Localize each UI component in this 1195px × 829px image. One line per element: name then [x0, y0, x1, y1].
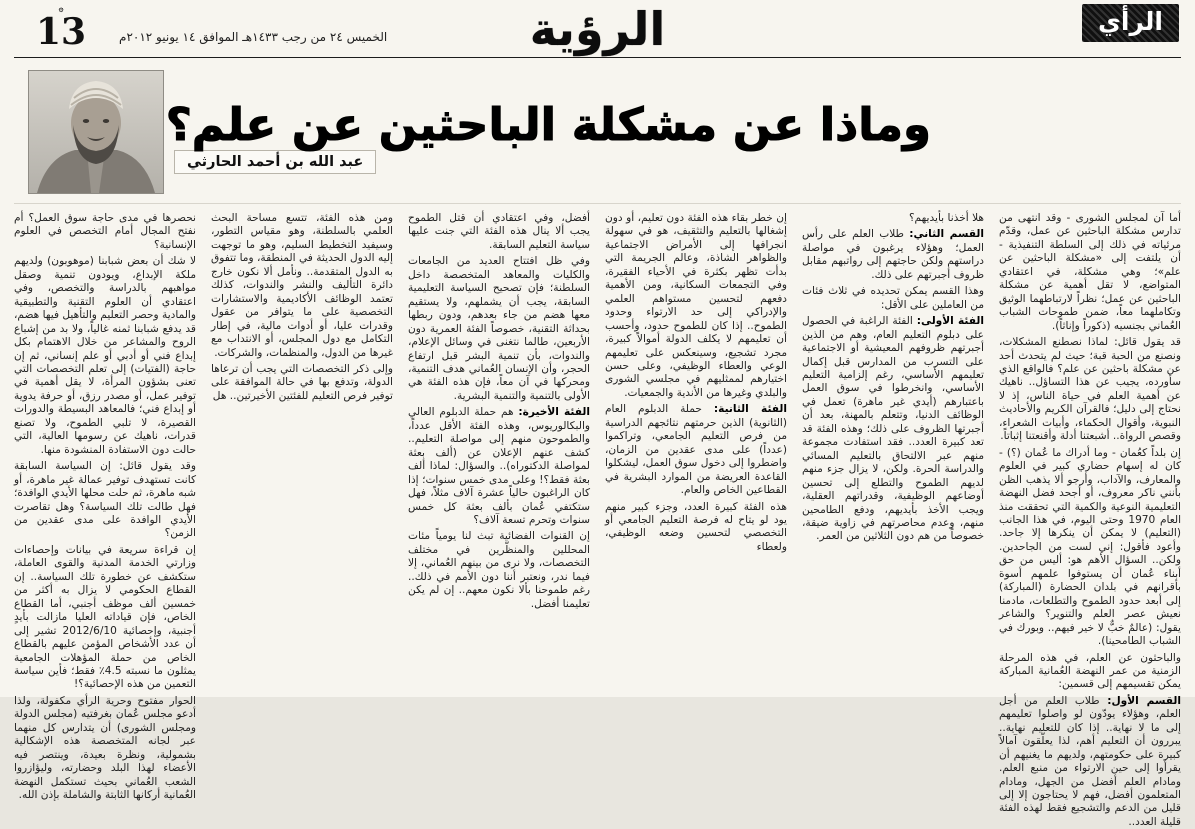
- author-photo: [28, 70, 164, 194]
- date-line: الخميس ٢٤ من رجب ١٤٣٣هـ الموافق ١٤ يونيو ٢٠١٢م: [119, 30, 388, 44]
- article-column-4: [408, 212, 590, 688]
- newspaper-logo: الرؤية: [529, 2, 666, 56]
- article-paragraph: وقد يقول قائل: إن السياسة السابقة كانت تستهدف توفير عمالة غير ماهرة، أو شبه ماهرة، ثم حلت محلها الأيدي الوافدة؛ فهل طالت تلك السياسة؟ وهل تقاصرت الأيدي الوافدة على مدى عقدين من الزمن؟: [14, 460, 196, 540]
- masthead: [14, 0, 1181, 58]
- article-paragraph: والباحثون عن العلم، في هذه المرحلة الزمنية من عمر النهضة العُمانية المباركة يمكن تقسيمهم إلى قسمين:: [999, 651, 1181, 691]
- article-paragraph: ومن هذه الفئة، تتسع مساحة البحث العلمي بالسلطنة، وهو مقياس التطور، وسيفيد التخطيط السليم، وهو ما توجهت إليه الدول الحديثة في المنطقة، وما تتفوق به الدول المتقدمة.. ونأمل ألا نكون خارج دائرة التأليف والنشر والندوات، كذلك تعتمد الوظائف الأكاديمية والاستشارات التخصصية على ما يتوافر من عقول وقدرات عليا، أو أدوات مالية، في إطار التكامل مع دول المجلس، أو الانتداب مع غيرها من الدول، والمنظمات، والشركات.: [211, 212, 393, 359]
- article-paragraph: أفضل، وفي اعتقادي أن قتل الطموح يجب ألا ينال هذه الفئة التي جنت عليها سياسة التعليم السابقة.: [408, 212, 590, 251]
- article-paragraph: إن القنوات الفضائية تبث لنا يومياً مئات المحللين والمنظّرين في مختلف التخصصات، ولا نرى من بينهم العُماني، إلا فيما ندر، ونعتبر أننا دون الأمم في ذلك.. رغم طموحنا بألا نكون معهم.. إن لم يكن تعليمنا أفضل.: [408, 530, 590, 610]
- article-paragraph: وفي ظل افتتاح العديد من الجامعات والكليات والمعاهد المتخصصة داخل السلطنة؛ فإن تصحيح السياسة التعليمية السابقة، يجب أن يشملهم، ولا يستقيم معها هضم من جاء بعدهم، ودون ربطها بحداثة التقنية، خصوصاً الفئة العمرية دون الأربعين، طالما نتغنى في وسائل الإعلام، والندوات، بأن تنمية البشر قبل ارتفاع الحجر، وأن الإنسان العُماني هدف التنمية، ومحركها في آن معاً، فإن هذه الفئة هي الأولى بالتنمية والتنمية البشرية.: [408, 255, 590, 402]
- article-paragraph: الفئة الأولى: الفئة الراغبة في الحصول على دبلوم التعليم العام، وهم من الذين أجبرتهم ظروفهم المعيشية أو الاجتماعية على التسرب من المدارس قبل إكمال تعليمهم الأساسي، رغم إلزامية التعليم الأساسي، وانخرطوا في سوق العمل باعتبارهم (أيدي غير ماهرة) تعمل في الوظائف الدنيا، وتتعلم بالمهنة، بعد أن أجبرتها الظروف على ذلك؛ وهذه الفئة قد تعد كبيرة العدد.. فقد استفادت مجموعة منهم عبر الالتحاق بالتعليم المسائي والدراسة الحرة. ولكن، لا يزال جزء منهم لديهم الطموح والتطلع إلى تحسين أوضاعهم الوظيفية، وقدراتهم العقلية، ويجب الأخذ بأيديهم، ودفع الطامحين منهم، وعدم محاصرتهم في زاوية ضيقة، خصوصاً من هم دون الثلاثين من العمر.: [802, 315, 984, 543]
- article-columns: [14, 204, 1182, 828]
- article-paragraph: الفئة الأخيرة: هم حملة الدبلوم العالي والبكالوريوس، وهذه الفئة الأقل عدداً، والطموحون منهم إلى مواصلة التعليم.. كشف عنهم الإعلان عن (ألف بعثة لمواصلة الدكتوراه).. والسؤال: لماذا ألف بعثة فقط؟! وعلى مدى خمس سنوات؛ إذا كان الراغبون حالياً عشرة آلاف مثلاً، فهل ستكتفي عُمان بألف بعثة كل خمس سنوات وتحرم تسعة آلاف؟: [408, 406, 590, 526]
- article-paragraph: وإلى ذكر التخصصات التي يجب أن ترعاها الدولة، وتدفع بها في حالة الموافقة على توفير فرص التعليم للفئتين الأخيرتين.. هل: [211, 362, 393, 402]
- article-column-5: [211, 212, 393, 688]
- article-paragraph: القسم الأول: طلاب العلم من أجل العلم، وهؤلاء يودّون لو واصلوا تعليمهم إلى ما لا نهاية.. إذا كان للتعليم نهاية.. يبررون أن التعليم أهم، لذا يعلّقون آمالاً كبيرة على حكومتهم، ولديهم ما يغنيهم أن يقرأوا إلى حين الارتواء من منبع العلم. ومادام العلم أفضل من الجهل، ومادام المتعلمون أفضل، فهم لا يحتاجون إلا إلى قليل من الدعم والتشجيع فقط لهذه الفئة قليلة العدد..: [999, 694, 1181, 828]
- author-portrait-image: [29, 71, 163, 193]
- article-paragraph: هذه الفئة كبيرة العدد، وجزء كبير منهم يود لو يتاح له فرصة التعليم الجامعي أو التخصصي لتحسين وضعه الوظيفي، ولعطاء: [605, 500, 787, 553]
- article-column-6: [14, 212, 196, 802]
- author-name: عبد الله بن أحمد الحارثي: [174, 150, 376, 174]
- article-column-3: [605, 212, 787, 688]
- section-badge: الرأي: [1082, 4, 1179, 42]
- article-paragraph: قد يقول قائل: لماذا نصطنع المشكلات، ونصنع من الحبة قبة؛ حيث لم يتحدث أحد عن مشكلة باحثين عن علم؟ فالواقع الذي سأورده، يجيب عن هذا التساؤل.. ناهيك عن أهمية العلم في حياة الناس، إذ لا نحتاج إلى دليل؛ فالقرآن الكريم والأحاديث النبوية، وأقوال الحكماء، وأبيات الشعراء، وقصص الرواة.. أشبعتنا أدلة وأقنعتنا إثباتاً.: [999, 336, 1181, 443]
- article-paragraph: الفئة الثانية: حملة الدبلوم العام (الثانوية) الذين حرمتهم نتائجهم الدراسية من فرص التعليم الجامعي، وتراكموا (عدداً) على مدى عقدين من الزمان، واضطروا إلى دخول سوق العمل، ليشكلوا القاعدة العريضة من الموارد البشرية في القطاعين الخاص والعام.: [605, 403, 788, 497]
- article-column-1: [999, 212, 1182, 828]
- article-paragraph: إن قراءة سريعة في بيانات وإحصاءات وزارتي الخدمة المدنية والقوى العاملة، ستكشف عن خطورة تلك السياسة.. إن القطاع الحكومي لا يزال به أكثر من خمسين ألف موظف أجنبي، أما القطاع الخاص، فإن قياداته العليا مازالت بأيدٍ أجنبية، وإحصائية 2012/6/10 تشير إلى أن عدد الأشخاص المؤمن عليهم بالقطاع الخاص من حملة المؤهلات الجامعية يمثلون ما نسبته 4.5٪ فقط؛ فأين سياسة التعمين من هذه الإحصائية؟!: [14, 543, 196, 691]
- article-paragraph: وهذا القسم يمكن تحديده في ثلاث فئات من العاملين على الأقل:: [802, 285, 984, 311]
- page-number: ۞ 13: [36, 4, 86, 52]
- article-paragraph: هلا أخذنا بأيديهم؟: [908, 212, 984, 224]
- article-head: [14, 58, 1181, 204]
- article-paragraph: القسم الثاني: طلاب العلم على رأس العمل؛ وهؤلاء يرغبون في مواصلة دراستهم ولكن حاجتهم إلى رواتبهم مقابل ظروف أجبرتهم على ذلك.: [802, 228, 984, 281]
- article-paragraph: إن خطر بقاء هذه الفئة دون تعليم، أو دون إشغالها بالتعليم والتثقيف، هو في سهولة انجرافها إلى الأمراض الاجتماعية والظواهر الشاذة، وعالم الجريمة التي بدأت تظهر بكثرة في الأحياء الفقيرة، وفي التجمعات السكانية، ومن الأهمية دفعهم لتحسين مستواهم العلمي والإدراكي إلى حد الارتواء وحدود الطموح.. إذا كان للطموح حدود، وأحسب أن تعليمهم لا يكلف الدولة أموالاً كبيرة، مجرد تشجيع، وسينعكس على تعليمهم الوعي والعطاء الوظيفي، وعلى حسن اختيارهم لممثليهم في مجلسي الشورى والبلدي وغيرها من الأندية والجمعيات.: [605, 212, 787, 399]
- article-column-2: [802, 212, 984, 688]
- article-headline: وماذا عن مشكلة الباحثين عن علم؟: [165, 98, 931, 151]
- article-paragraph: أما آن لمجلس الشورى - وقد انتهى من تدارس مشكلة الباحثين عن عمل، وقدّم مرئياته في ذلك إلى السلطة التنفيذية - أن يلتفت إلى «مشكلة الباحثين عن علم»؛ وهي مشكلة، في اعتقادي المتواضع، لا تقل أهمية عن مشكلة الباحثين عن عمل؛ نظراً لارتباطهما الوثيق وتكاملهما معاً، ضمن طموحات الشباب العُماني بجنسيه (ذكوراً وإناثاً).: [999, 212, 1181, 332]
- article-paragraph: إن بلداً كعُمان - وما أدراك ما عُمان (؟) - كان له إسهام حضاري كبير في العلوم والمعارف، والآداب، وأرجو ألا يذهب الظن بأنني ناكر معروف، أو أجحد فضل النهضة التعليمية النوعية والكمية التي تحققت منذ العام 1970 وحتى اليوم، في هذا الجانب (التعليم) لا يمكن أن ينكرها إلا جاحد. وأعود فأقول: إني لست من الجاحدين. ولكن.. السؤال الأهم هو: أليس من حق أبناء عُمان أن يستوفوا علمهم أسوة بأقرانهم في بلدان الحضارة (المباركة) إلى أبعد حدود الطموح والتطلعات، مادمنا نعيش عصر العلم والتنوير؟ والشاعر يقول: (عالمٌ خبٌّ لا خير فيهم.. وبورك في الشباب الطامحينا).: [999, 446, 1182, 648]
- article-paragraph: نحصرها في مدى حاجة سوق العمل؟ أم نفتح المجال أمام التخصص في العلوم الإنسانية؟: [14, 212, 196, 251]
- article-paragraph: الحوار مفتوح وحرية الرأي مكفولة، ولذا أدعو مجلس عُمان بغرفتيه (مجلس الدولة ومجلس الشورى) أن يتدارس كل منهما عبر لجانه المتخصصة هذه الإشكالية بشمولية، ونظرة بعيدة، وينتصر فيه الأعضاء لهذا البلد وحضارته، وليؤازروا الشعب العُماني بحيث تستكمل النهضة العُمانية أركانها الثابتة والشاملة بإذن الله.: [14, 694, 196, 802]
- article-paragraph: لا شك أن بعض شبابنا (موهوبون) ولديهم ملكة الإبداع، ويودون تنمية وصقل مواهبهم بالدراسة والتخصص، وفي اعتقادي أن العلوم التقنية والتطبيقية والمادية وحصر التعليم والتأهيل فيها هضم، قد يدفع شبابنا ثمنه غالياً، ولا بد من إشباع الروح والمشاعر من خلال الاهتمام بكل إبداع فني أو أدبي أو علم إنساني، ثم إن حاجة (الفتيات) إلى تعلم التخصصات التي تعنى بشؤون المرأة، لا يقل أهمية في توفير عمل، أو مصدر رزق، أو حرفة يدوية أو إبداع فني؛ فالمعاهد البسيطة والدورات القصيرة، لا تلبي الطموح، ولا تصنع قدرات، ناهيك عن رسومها العالية، التي حالت دون الاستفادة المنشودة منها.: [14, 255, 196, 456]
